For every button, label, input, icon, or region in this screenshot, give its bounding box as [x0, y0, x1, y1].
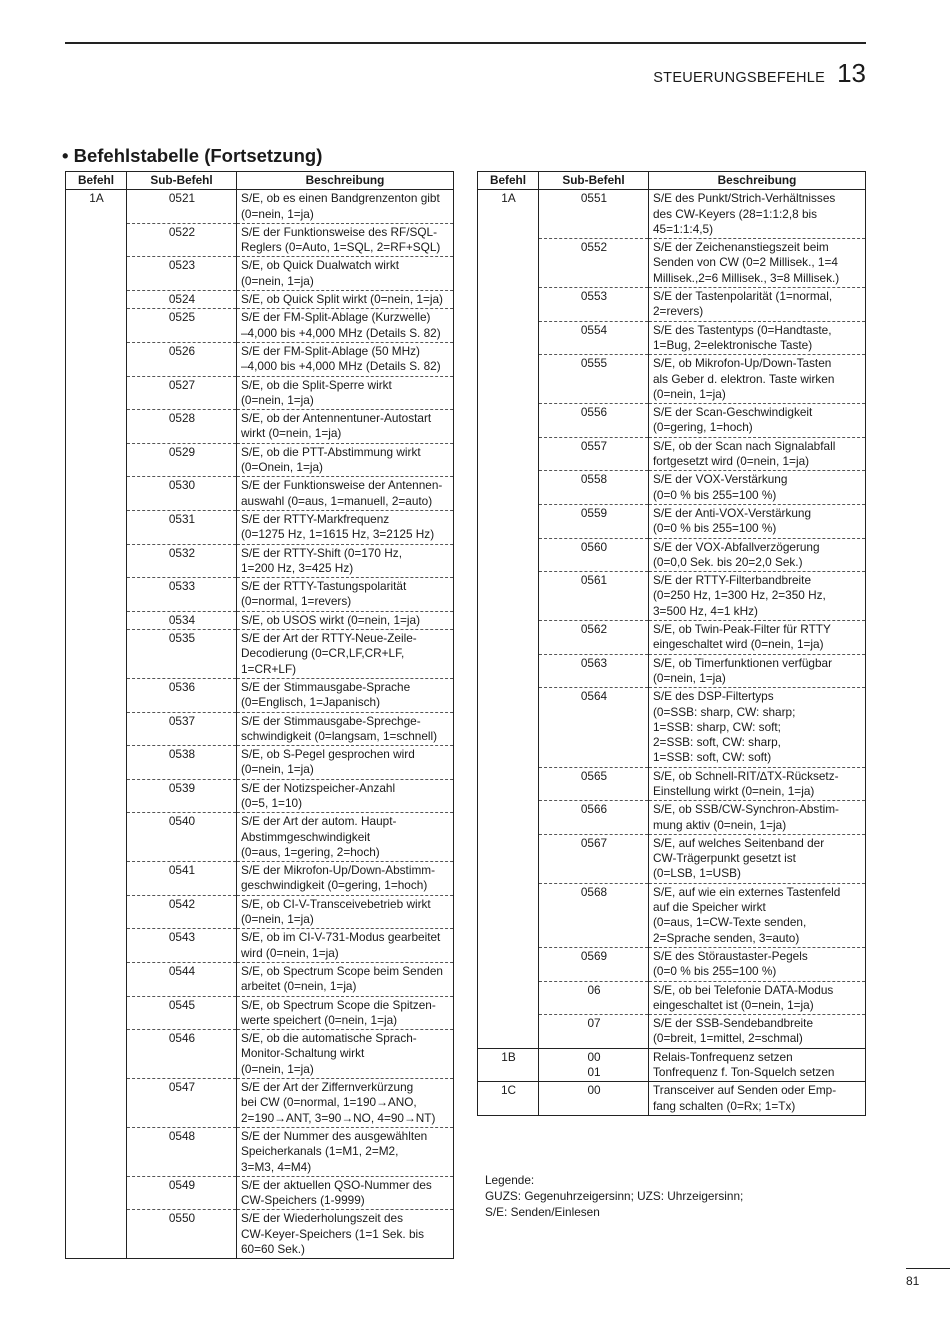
table-row [478, 1015, 866, 1049]
beschreibung-cell: S/E, ob S-Pegel gesprochen wird (0=nein, 1=ja) [237, 746, 454, 780]
table-row [66, 1030, 454, 1079]
table-row [478, 239, 866, 288]
command-table-left-body [66, 190, 454, 1259]
befehl-cell [66, 376, 127, 410]
befehl-cell [478, 621, 539, 655]
section-title: STEUERUNGSBEFEHLE [653, 70, 826, 86]
sub-befehl-cell: 0523 [127, 257, 237, 291]
sub-befehl-cell: 0526 [127, 342, 237, 376]
col-header-befehl: Befehl [478, 172, 539, 190]
sub-befehl-cell: 0536 [127, 678, 237, 712]
befehl-cell [66, 746, 127, 780]
befehl-cell [66, 630, 127, 679]
befehl-cell [66, 510, 127, 544]
befehl-cell [478, 1015, 539, 1049]
befehl-cell [478, 801, 539, 835]
sub-befehl-cell: 0567 [539, 834, 649, 883]
beschreibung-cell: S/E der RTTY-Markfrequenz (0=1275 Hz, 1=1615 Hz, 3=2125 Hz) [237, 510, 454, 544]
table-row [66, 443, 454, 477]
beschreibung-cell: S/E, ob bei Telefonie DATA-Modus eingeschaltet ist (0=nein, 1=ja) [649, 981, 866, 1015]
table-row [478, 404, 866, 438]
legend-title: Legende: [485, 1173, 535, 1187]
sub-befehl-cell: 0539 [127, 779, 237, 813]
beschreibung-cell: S/E der Nummer des ausgewählten Speicherkanals (1=M1, 2=M2, 3=M3, 4=M4) [237, 1127, 454, 1176]
beschreibung-cell: S/E des Tastentyps (0=Handtaste, 1=Bug, 2=elektronische Taste) [649, 321, 866, 355]
befehl-cell [66, 1210, 127, 1259]
befehl-cell [478, 538, 539, 572]
sub-befehl-cell: 0535 [127, 630, 237, 679]
beschreibung-cell: S/E, ob Schnell-RIT/∆TX-Rücksetz- Einstellung wirkt (0=nein, 1=ja) [649, 767, 866, 801]
beschreibung-cell: S/E der RTTY-Filterbandbreite (0=250 Hz, 1=300 Hz, 2=350 Hz, 3=500 Hz, 4=1 kHz) [649, 572, 866, 621]
befehl-cell [66, 895, 127, 929]
befehl-cell [66, 443, 127, 477]
sub-befehl-cell: 0544 [127, 962, 237, 996]
sub-befehl-cell: 0541 [127, 862, 237, 896]
table-row [66, 962, 454, 996]
sub-befehl-cell: 0561 [539, 572, 649, 621]
sub-befehl-cell: 0542 [127, 895, 237, 929]
beschreibung-cell: S/E des DSP-Filtertyps (0=SSB: sharp, CW: sharp; 1=SSB: sharp, CW: soft; 2=SSB: soft, CW: sharp, 1=SSB: soft, CW: soft) [649, 688, 866, 767]
table-row [66, 996, 454, 1030]
beschreibung-cell: S/E, ob der Scan nach Signalabfall fortgesetzt wird (0=nein, 1=ja) [649, 437, 866, 471]
befehl-cell [66, 962, 127, 996]
table-row [478, 572, 866, 621]
befehl-cell [478, 654, 539, 688]
beschreibung-cell: S/E, ob im CI-V-731-Modus gearbeitet wird (0=nein, 1=ja) [237, 929, 454, 963]
sub-befehl-cell: 0532 [127, 544, 237, 578]
sub-befehl-cell: 06 [539, 981, 649, 1015]
table-row [478, 621, 866, 655]
befehl-cell: 1A [478, 190, 539, 239]
befehl-cell: 1B [478, 1048, 539, 1082]
table-row [66, 223, 454, 257]
sub-befehl-cell: 0556 [539, 404, 649, 438]
befehl-cell [478, 404, 539, 438]
table-row [478, 981, 866, 1015]
sub-befehl-cell: 0564 [539, 688, 649, 767]
table-row [66, 813, 454, 862]
table-row [478, 538, 866, 572]
befehl-cell [478, 321, 539, 355]
table-row [478, 288, 866, 322]
sub-befehl-cell: 0530 [127, 477, 237, 511]
sub-befehl-cell: 0549 [127, 1176, 237, 1210]
beschreibung-cell: S/E, ob Quick Split wirkt (0=nein, 1=ja) [237, 291, 454, 309]
table-row [66, 630, 454, 679]
beschreibung-cell: S/E der Stimmausgabe-Sprechge- schwindigkeit (0=langsam, 1=schnell) [237, 712, 454, 746]
beschreibung-cell: S/E, ob es einen Bandgrenzenton gibt (0=nein, 1=ja) [237, 190, 454, 224]
sub-befehl-cell: 0555 [539, 355, 649, 404]
befehl-cell [478, 981, 539, 1015]
beschreibung-cell: S/E, ob Spectrum Scope beim Senden arbeitet (0=nein, 1=ja) [237, 962, 454, 996]
befehl-cell [66, 410, 127, 444]
befehl-cell [478, 883, 539, 947]
beschreibung-cell: S/E der RTTY-Shift (0=170 Hz, 1=200 Hz, 3=425 Hz) [237, 544, 454, 578]
sub-befehl-cell: 07 [539, 1015, 649, 1049]
sub-befehl-cell: 0531 [127, 510, 237, 544]
sub-befehl-cell: 0553 [539, 288, 649, 322]
beschreibung-cell: S/E der FM-Split-Ablage (50 MHz) –4,000 bis +4,000 MHz (Details S. 82) [237, 342, 454, 376]
table-row [66, 510, 454, 544]
top-rule [65, 42, 866, 44]
table-row [66, 929, 454, 963]
legend [485, 1172, 743, 1220]
beschreibung-cell: S/E, ob SSB/CW-Synchron-Abstim- mung aktiv (0=nein, 1=ja) [649, 801, 866, 835]
sub-befehl-cell: 0533 [127, 578, 237, 612]
befehl-cell [66, 477, 127, 511]
befehl-cell [66, 996, 127, 1030]
befehl-cell [478, 504, 539, 538]
table-row [478, 437, 866, 471]
beschreibung-cell: Relais-Tonfrequenz setzen Tonfrequenz f. Ton-Squelch setzen [649, 1048, 866, 1082]
sub-befehl-cell: 0528 [127, 410, 237, 444]
table-row [66, 477, 454, 511]
col-header-beschreibung: Beschreibung [237, 172, 454, 190]
beschreibung-cell: S/E der Anti-VOX-Verstärkung (0=0 % bis 255=100 %) [649, 504, 866, 538]
beschreibung-cell: S/E, ob USOS wirkt (0=nein, 1=ja) [237, 611, 454, 629]
page-number: 81 [906, 1274, 920, 1288]
table-heading: • Befehlstabelle (Fortsetzung) [62, 145, 323, 166]
befehl-cell: 1C [478, 1082, 539, 1116]
legend-line: S/E: Senden/Einlesen [485, 1205, 600, 1219]
beschreibung-cell: S/E, ob Spectrum Scope die Spitzen- werte speichert (0=nein, 1=ja) [237, 996, 454, 1030]
sub-befehl-cell: 00 01 [539, 1048, 649, 1082]
table-row [66, 291, 454, 309]
sub-befehl-cell: 0554 [539, 321, 649, 355]
table-row [66, 309, 454, 343]
befehl-cell [66, 1176, 127, 1210]
table-heading-text: Befehlstabelle (Fortsetzung) [73, 145, 323, 166]
befehl-cell [66, 1079, 127, 1128]
beschreibung-cell: S/E, ob der Antennentuner-Autostart wirkt (0=nein, 1=ja) [237, 410, 454, 444]
sub-befehl-cell: 0522 [127, 223, 237, 257]
beschreibung-cell: S/E der RTTY-Tastungspolarität (0=normal, 1=revers) [237, 578, 454, 612]
table-row [478, 654, 866, 688]
table-row [66, 376, 454, 410]
sub-befehl-cell: 0560 [539, 538, 649, 572]
befehl-cell [66, 544, 127, 578]
table-row [66, 746, 454, 780]
befehl-cell [478, 471, 539, 505]
table-row [66, 410, 454, 444]
table-row [478, 834, 866, 883]
table-row [478, 355, 866, 404]
col-header-befehl: Befehl [66, 172, 127, 190]
befehl-cell [66, 291, 127, 309]
footer-rule [906, 1268, 950, 1269]
table-row [478, 504, 866, 538]
befehl-cell [66, 223, 127, 257]
befehl-cell [66, 342, 127, 376]
table-row [478, 801, 866, 835]
table-row [66, 779, 454, 813]
sub-befehl-cell: 0521 [127, 190, 237, 224]
command-table-right-body [478, 190, 866, 1116]
legend-line: GUZS: Gegenuhrzeigersinn; UZS: Uhrzeigersinn; [485, 1189, 744, 1203]
sub-befehl-cell: 0524 [127, 291, 237, 309]
befehl-cell [66, 1030, 127, 1079]
befehl-cell [66, 1127, 127, 1176]
beschreibung-cell: S/E der FM-Split-Ablage (Kurzwelle) –4,000 bis +4,000 MHz (Details S. 82) [237, 309, 454, 343]
beschreibung-cell: S/E, auf welches Seitenband der CW-Trägerpunkt gesetzt ist (0=LSB, 1=USB) [649, 834, 866, 883]
beschreibung-cell: S/E, ob Timerfunktionen verfügbar (0=nein, 1=ja) [649, 654, 866, 688]
sub-befehl-cell: 00 [539, 1082, 649, 1116]
beschreibung-cell: S/E der Funktionsweise der Antennen- auswahl (0=aus, 1=manuell, 2=auto) [237, 477, 454, 511]
table-row [66, 712, 454, 746]
chapter-number: 13 [837, 58, 866, 88]
befehl-cell [66, 813, 127, 862]
befehl-cell [66, 712, 127, 746]
beschreibung-cell: S/E der Art der autom. Haupt- Abstimmgeschwindigkeit (0=aus, 1=gering, 2=hoch) [237, 813, 454, 862]
beschreibung-cell: S/E der aktuellen QSO-Nummer des CW-Speichers (1-9999) [237, 1176, 454, 1210]
sub-befehl-cell: 0557 [539, 437, 649, 471]
befehl-cell [478, 572, 539, 621]
befehl-cell [478, 355, 539, 404]
table-row [66, 895, 454, 929]
beschreibung-cell: S/E des Störaustaster-Pegels (0=0 % bis 255=100 %) [649, 947, 866, 981]
sub-befehl-cell: 0525 [127, 309, 237, 343]
beschreibung-cell: S/E, ob Twin-Peak-Filter für RTTY eingeschaltet wird (0=nein, 1=ja) [649, 621, 866, 655]
table-row [66, 1210, 454, 1259]
table-row [478, 883, 866, 947]
befehl-cell [478, 239, 539, 288]
table-row [66, 1176, 454, 1210]
sub-befehl-cell: 0543 [127, 929, 237, 963]
beschreibung-cell: S/E des Punkt/Strich-Verhältnisses des CW-Keyers (28=1:1:2,8 bis 45=1:1:4,5) [649, 190, 866, 239]
table-row [66, 678, 454, 712]
col-header-sub-befehl: Sub-Befehl [127, 172, 237, 190]
befehl-cell [66, 578, 127, 612]
table-row [478, 471, 866, 505]
befehl-cell [478, 947, 539, 981]
befehl-cell [478, 688, 539, 767]
beschreibung-cell: S/E der Scan-Geschwindigkeit (0=gering, 1=hoch) [649, 404, 866, 438]
command-table-right [477, 171, 866, 1116]
befehl-cell [66, 257, 127, 291]
table-row [66, 1127, 454, 1176]
table-row [66, 1079, 454, 1128]
sub-befehl-cell: 0548 [127, 1127, 237, 1176]
beschreibung-cell: S/E der Funktionsweise des RF/SQL- Reglers (0=Auto, 1=SQL, 2=RF+SQL) [237, 223, 454, 257]
beschreibung-cell: S/E, ob die Split-Sperre wirkt (0=nein, 1=ja) [237, 376, 454, 410]
sub-befehl-cell: 0558 [539, 471, 649, 505]
table-row [478, 1048, 866, 1082]
beschreibung-cell: S/E, ob CI-V-Transceivebetrieb wirkt (0=nein, 1=ja) [237, 895, 454, 929]
sub-befehl-cell: 0534 [127, 611, 237, 629]
command-table-left [65, 171, 454, 1259]
befehl-cell [478, 834, 539, 883]
sub-befehl-cell: 0569 [539, 947, 649, 981]
beschreibung-cell: S/E der Art der Ziffernverkürzung bei CW (0=normal, 1=190→ANO, 2=190→ANT, 3=90→NO, 4=90→NT) [237, 1079, 454, 1128]
beschreibung-cell: S/E der Notizspeicher-Anzahl (0=5, 1=10) [237, 779, 454, 813]
sub-befehl-cell: 0545 [127, 996, 237, 1030]
sub-befehl-cell: 0529 [127, 443, 237, 477]
beschreibung-cell: S/E der SSB-Sendebandbreite (0=breit, 1=mittel, 2=schmal) [649, 1015, 866, 1049]
table-row [66, 578, 454, 612]
beschreibung-cell: S/E der Wiederholungszeit des CW-Keyer-Speichers (1=1 Sek. bis 60=60 Sek.) [237, 1210, 454, 1259]
sub-befehl-cell: 0568 [539, 883, 649, 947]
beschreibung-cell: S/E der Tastenpolarität (1=normal, 2=revers) [649, 288, 866, 322]
beschreibung-cell: S/E, ob Mikrofon-Up/Down-Tasten als Geber d. elektron. Taste wirken (0=nein, 1=ja) [649, 355, 866, 404]
table-row [66, 342, 454, 376]
beschreibung-cell: S/E der Art der RTTY-Neue-Zeile- Decodierung (0=CR,LF,CR+LF, 1=CR+LF) [237, 630, 454, 679]
befehl-cell [478, 437, 539, 471]
sub-befehl-cell: 0547 [127, 1079, 237, 1128]
page-header [653, 58, 866, 89]
beschreibung-cell: S/E der VOX-Verstärkung (0=0 % bis 255=100 %) [649, 471, 866, 505]
sub-befehl-cell: 0566 [539, 801, 649, 835]
col-header-sub-befehl: Sub-Befehl [539, 172, 649, 190]
beschreibung-cell: S/E, ob die automatische Sprach- Monitor-Schaltung wirkt (0=nein, 1=ja) [237, 1030, 454, 1079]
beschreibung-cell: S/E der VOX-Abfallverzögerung (0=0,0 Sek. bis 20=2,0 Sek.) [649, 538, 866, 572]
befehl-cell [66, 611, 127, 629]
beschreibung-cell: S/E, auf wie ein externes Tastenfeld auf die Speicher wirkt (0=aus, 1=CW-Texte senden, 2=Sprache senden, 3=auto) [649, 883, 866, 947]
sub-befehl-cell: 0559 [539, 504, 649, 538]
table-row [478, 321, 866, 355]
sub-befehl-cell: 0537 [127, 712, 237, 746]
befehl-cell [66, 779, 127, 813]
sub-befehl-cell: 0563 [539, 654, 649, 688]
beschreibung-cell: Transceiver auf Senden oder Emp- fang schalten (0=Rx; 1=Tx) [649, 1082, 866, 1116]
beschreibung-cell: S/E der Mikrofon-Up/Down-Abstimm- geschwindigkeit (0=gering, 1=hoch) [237, 862, 454, 896]
table-row [478, 947, 866, 981]
befehl-cell [478, 288, 539, 322]
sub-befehl-cell: 0527 [127, 376, 237, 410]
table-row [66, 544, 454, 578]
table-row [66, 190, 454, 224]
beschreibung-cell: S/E der Zeichenanstiegszeit beim Senden von CW (0=2 Millisek., 1=4 Millisek.,2=6 Millisek., 3=8 Millisek.) [649, 239, 866, 288]
befehl-cell [66, 862, 127, 896]
sub-befehl-cell: 0550 [127, 1210, 237, 1259]
befehl-cell: 1A [66, 190, 127, 224]
sub-befehl-cell: 0551 [539, 190, 649, 239]
befehl-cell [66, 309, 127, 343]
table-row [66, 862, 454, 896]
table-row [478, 688, 866, 767]
table-row [478, 1082, 866, 1116]
sub-befehl-cell: 0540 [127, 813, 237, 862]
sub-befehl-cell: 0565 [539, 767, 649, 801]
sub-befehl-cell: 0552 [539, 239, 649, 288]
beschreibung-cell: S/E der Stimmausgabe-Sprache (0=Englisch, 1=Japanisch) [237, 678, 454, 712]
beschreibung-cell: S/E, ob die PTT-Abstimmung wirkt (0=Onein, 1=ja) [237, 443, 454, 477]
table-row [478, 190, 866, 239]
table-row [66, 611, 454, 629]
befehl-cell [66, 678, 127, 712]
table-row [66, 257, 454, 291]
sub-befehl-cell: 0538 [127, 746, 237, 780]
befehl-cell [66, 929, 127, 963]
table-row [478, 767, 866, 801]
sub-befehl-cell: 0562 [539, 621, 649, 655]
sub-befehl-cell: 0546 [127, 1030, 237, 1079]
beschreibung-cell: S/E, ob Quick Dualwatch wirkt (0=nein, 1=ja) [237, 257, 454, 291]
befehl-cell [478, 767, 539, 801]
col-header-beschreibung: Beschreibung [649, 172, 866, 190]
